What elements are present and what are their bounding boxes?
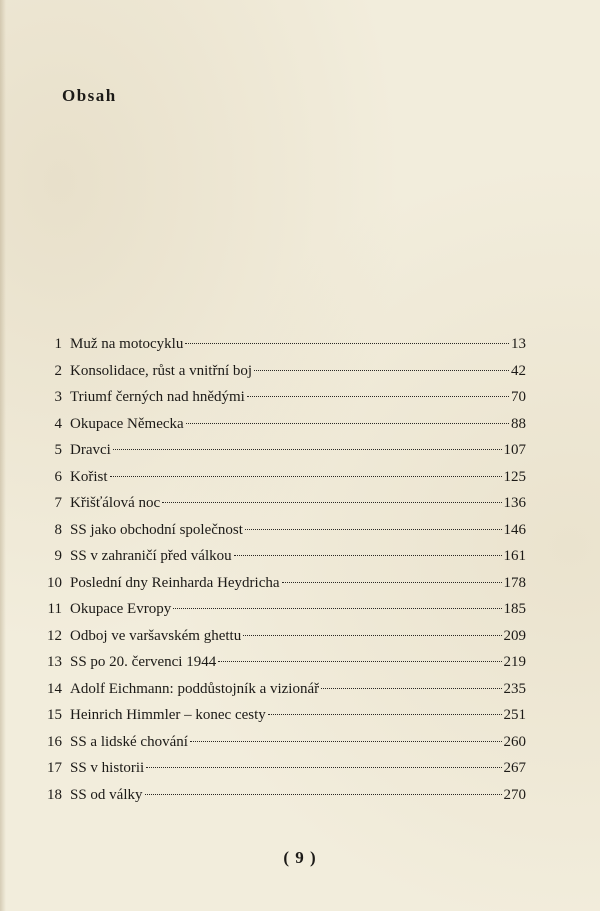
toc-entry [40, 358, 526, 385]
chapter-title: Kořist [70, 468, 108, 485]
chapter-page: 270 [503, 786, 526, 803]
toc-entry [40, 570, 526, 597]
dot-leader [173, 608, 501, 609]
dot-leader [243, 635, 501, 636]
toc-heading: Obsah [62, 86, 117, 105]
chapter-number: 2 [54, 362, 62, 379]
chapter-title: SS od války [70, 786, 143, 803]
chapter-page: 13 [511, 336, 526, 352]
chapter-number: 18 [47, 786, 62, 803]
toc-entry [40, 782, 526, 809]
chapter-page: 107 [503, 442, 526, 458]
chapter-title: SS po 20. červenci 1944 [70, 654, 217, 670]
toc-entry [40, 411, 526, 438]
chapter-title: SS a lidské chování [70, 733, 188, 750]
chapter-title: SS jako obchodní společnost [70, 521, 243, 538]
chapter-title: Odboj ve varšavském ghettu [70, 627, 242, 644]
chapter-page: 219 [503, 654, 526, 670]
chapter-page: 209 [503, 627, 526, 644]
chapter-title: Poslední dny Reinharda Heydricha [70, 574, 280, 591]
dot-leader [110, 476, 502, 477]
chapter-page: 185 [503, 601, 526, 617]
toc-entry [40, 331, 526, 358]
chapter-title: Adolf Eichmann: poddůstojník a vizionář [70, 680, 320, 697]
toc-entry [40, 755, 526, 782]
toc-entry [40, 437, 526, 464]
page-number: ( 9 ) [283, 848, 317, 867]
dot-leader [321, 688, 501, 689]
toc-entry [40, 649, 526, 676]
chapter-number: 15 [47, 707, 62, 723]
chapter-title: Heinrich Himmler – konec cesty [70, 707, 266, 723]
toc-entry [40, 676, 526, 703]
toc-entry [40, 596, 526, 623]
chapter-number: 10 [47, 574, 62, 591]
dot-leader [145, 794, 502, 795]
chapter-title: Dravci [70, 442, 111, 458]
toc-entry [40, 729, 526, 756]
chapter-number: 14 [47, 680, 62, 697]
chapter-title: Okupace Evropy [70, 601, 172, 617]
toc-entry [40, 464, 526, 491]
toc-entry [40, 517, 526, 544]
chapter-number: 4 [54, 415, 62, 432]
chapter-title: Triumf černých nad hnědými [70, 389, 245, 405]
chapter-number: 16 [47, 733, 62, 750]
chapter-page: 125 [503, 468, 526, 485]
toc-entry [40, 490, 526, 517]
dot-leader [247, 396, 509, 397]
dot-leader [218, 661, 501, 662]
dot-leader [162, 502, 501, 503]
dot-leader [282, 582, 502, 583]
chapter-title: SS v historii [70, 760, 145, 776]
dot-leader [268, 714, 502, 715]
chapter-page: 251 [503, 707, 526, 723]
dot-leader [190, 741, 502, 742]
dot-leader [113, 449, 502, 450]
toc-entry [40, 702, 526, 729]
chapter-title: Křišťálová noc [70, 495, 161, 511]
chapter-number: 11 [47, 601, 62, 617]
dot-leader [234, 555, 502, 556]
chapter-number: 7 [54, 495, 62, 511]
toc-entry [40, 543, 526, 570]
chapter-page: 178 [503, 574, 526, 591]
toc-entry [40, 623, 526, 650]
dot-leader [146, 767, 501, 768]
dot-leader [185, 343, 509, 344]
chapter-page: 161 [503, 548, 526, 564]
chapter-title: Muž na motocyklu [70, 336, 184, 352]
chapter-page: 136 [503, 495, 526, 511]
chapter-page: 88 [511, 415, 526, 432]
chapter-title: Konsolidace, růst a vnitřní boj [70, 362, 253, 379]
chapter-page: 146 [503, 521, 526, 538]
chapter-number: 13 [47, 654, 62, 670]
dot-leader [254, 370, 509, 371]
dot-leader [186, 423, 509, 424]
chapter-number: 8 [54, 521, 62, 538]
chapter-page: 42 [511, 362, 526, 379]
chapter-page: 235 [503, 680, 526, 697]
chapter-number: 5 [54, 442, 62, 458]
chapter-number: 9 [54, 548, 62, 564]
dot-leader [245, 529, 502, 530]
table-of-contents [40, 331, 526, 808]
chapter-title: Okupace Německa [70, 415, 184, 432]
chapter-page: 70 [511, 389, 526, 405]
chapter-number: 17 [47, 760, 62, 776]
chapter-number: 3 [54, 389, 62, 405]
chapter-page: 260 [503, 733, 526, 750]
chapter-number: 12 [47, 627, 62, 644]
chapter-page: 267 [503, 760, 526, 776]
chapter-number: 6 [54, 468, 62, 485]
chapter-number: 1 [54, 336, 62, 352]
toc-entry [40, 384, 526, 411]
chapter-title: SS v zahraničí před válkou [70, 548, 232, 564]
